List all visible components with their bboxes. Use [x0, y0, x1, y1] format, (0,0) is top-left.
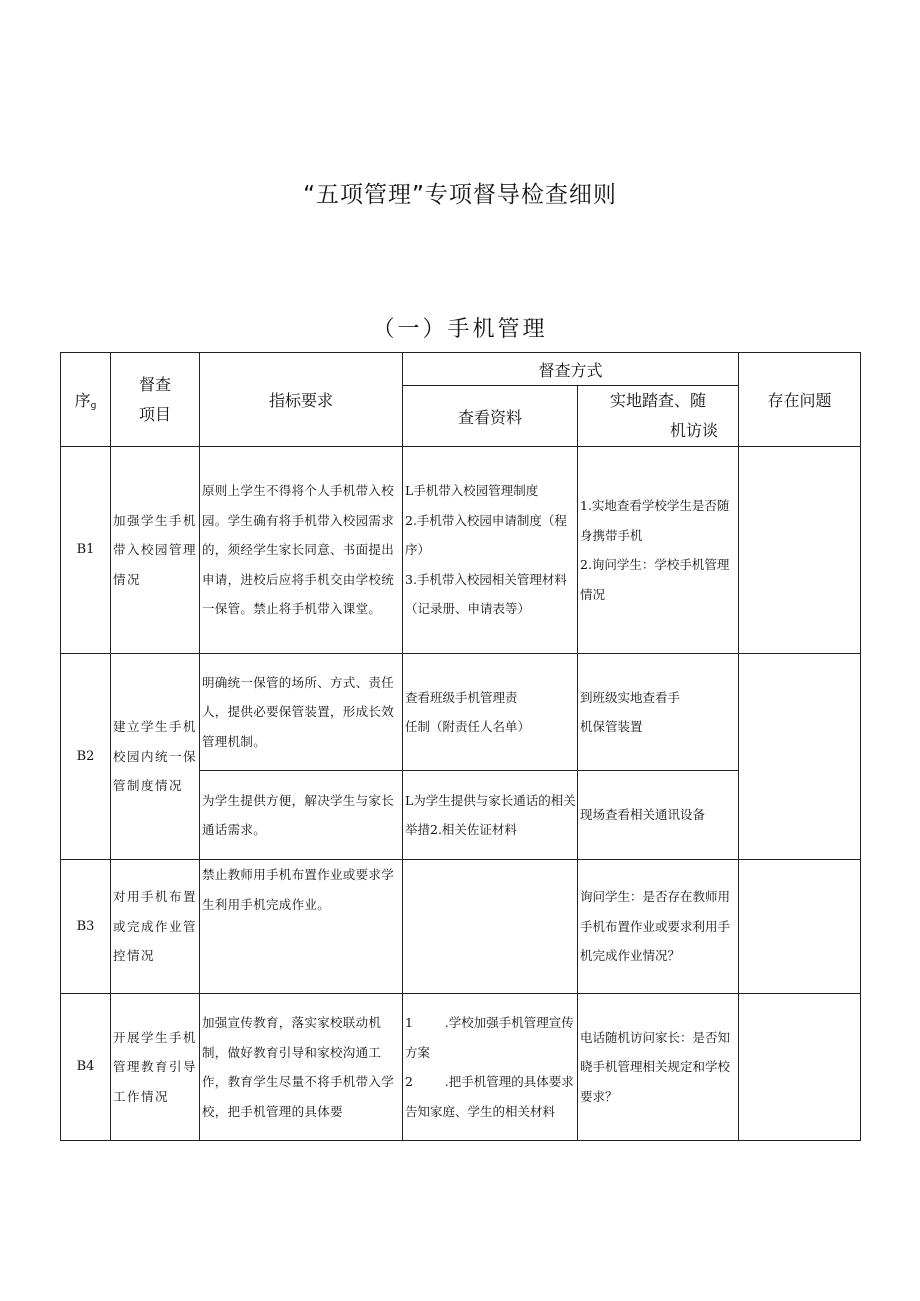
visit-item: 2.询问学生：学校手机管理情况	[580, 557, 730, 602]
inspection-table	[60, 352, 861, 1141]
review-item: L手机带入校园管理制度	[405, 483, 539, 499]
review-item	[405, 1067, 576, 1126]
header-visit	[578, 386, 739, 447]
row-code: B1	[61, 447, 111, 654]
row-project: 开展学生手机管理教育引导工作情况	[111, 994, 200, 1141]
row-indicator: 明确统一保管的场所、方式、责任人，提供必要保管装置，形成长效管理机制。	[200, 654, 403, 771]
header-seq	[61, 353, 111, 447]
row-indicator: 禁止教师用手机布置作业或要求学生利用手机完成作业。	[200, 860, 403, 994]
row-review	[403, 447, 578, 654]
review-item-num: 2	[405, 1074, 413, 1089]
review-item-text: .把手机管理的具体要求告知家庭、学生的相关材料	[405, 1074, 574, 1119]
row-issues	[739, 447, 861, 654]
row-code: B2	[61, 654, 111, 860]
row-issues	[739, 654, 861, 860]
row-review: L为学生提供与家长通话的相关举措2.相关佐证材料	[403, 771, 578, 860]
row-issues	[739, 860, 861, 994]
document-title: “五项管理”专项督导检查细则	[303, 182, 617, 208]
row-code: B3	[61, 860, 111, 994]
review-item: 3.手机带入校园相关管理材料（记录册、申请表等）	[405, 571, 567, 617]
table-row-b1	[61, 447, 861, 654]
header-visit-line1: 实地踏查、随	[610, 391, 707, 410]
header-project	[111, 353, 200, 447]
row-project: 对用手机布置或完成作业管控情况	[111, 860, 200, 994]
review-item-num: 1	[405, 1015, 413, 1030]
row-visit	[578, 447, 739, 654]
row-review	[403, 860, 578, 994]
row-project: 加强学生手机带入校园管理情况	[111, 447, 200, 654]
row-visit	[578, 654, 739, 771]
review-line: 任制（附责任人名单）	[405, 719, 531, 734]
row-review	[403, 994, 578, 1141]
table-row-b2a	[61, 654, 861, 771]
review-item: 2.手机带入校园申请制度（程序）	[405, 512, 567, 558]
section-title: （一）手机管理	[372, 317, 548, 342]
row-code: B4	[61, 994, 111, 1141]
table-row-b4	[61, 994, 861, 1141]
row-issues	[739, 994, 861, 1141]
header-project-line2: 项目	[138, 404, 171, 424]
visit-line: 机保管装置	[580, 719, 643, 734]
row-visit: 电话随机访问家长：是否知晓手机管理相关规定和学校要求？	[578, 994, 739, 1141]
visit-item: 1.实地查看学校学生是否随身携带手机	[580, 498, 730, 543]
header-issues: 存在问题	[739, 353, 861, 447]
header-indicator: 指标要求	[200, 353, 403, 447]
review-item	[405, 1008, 576, 1067]
header-seq-label: 序	[74, 391, 91, 410]
review-line: 查看班级手机管理责	[405, 689, 518, 705]
row-visit: 现场查看相关通讯设备	[578, 771, 739, 860]
row-indicator: 为学生提供方便，解决学生与家长通话需求。	[200, 771, 403, 860]
table-row-b3	[61, 860, 861, 994]
header-visit-line2: 机访谈	[670, 421, 719, 440]
row-indicator: 原则上学生不得将个人手机带入校园。学生确有将手机带入校园需求的，须经学生家长同意、书面提出申请，进校后应将手机交由学校统一保管。禁止将手机带入课堂。	[200, 447, 403, 654]
review-item-text: .学校加强手机管理宣传方案	[405, 1015, 574, 1060]
visit-line: 到班级实地查看手	[580, 689, 681, 705]
row-project: 建立学生手机校园内统一保管制度情况	[111, 654, 200, 860]
row-visit: 询问学生：是否存在教师用手机布置作业或要求利用手机完成作业情况？	[578, 860, 739, 994]
header-seq-mark: g	[90, 401, 97, 411]
row-indicator: 加强宣传教育，落实家校联动机制，做好教育引导和家校沟通工作，教育学生尽量不将手机带入学校，把手机管理的具体要	[200, 994, 403, 1141]
header-project-line1: 督查	[138, 374, 171, 394]
header-method: 督查方式	[403, 353, 739, 386]
header-review: 查看资料	[403, 386, 578, 447]
row-review	[403, 654, 578, 771]
